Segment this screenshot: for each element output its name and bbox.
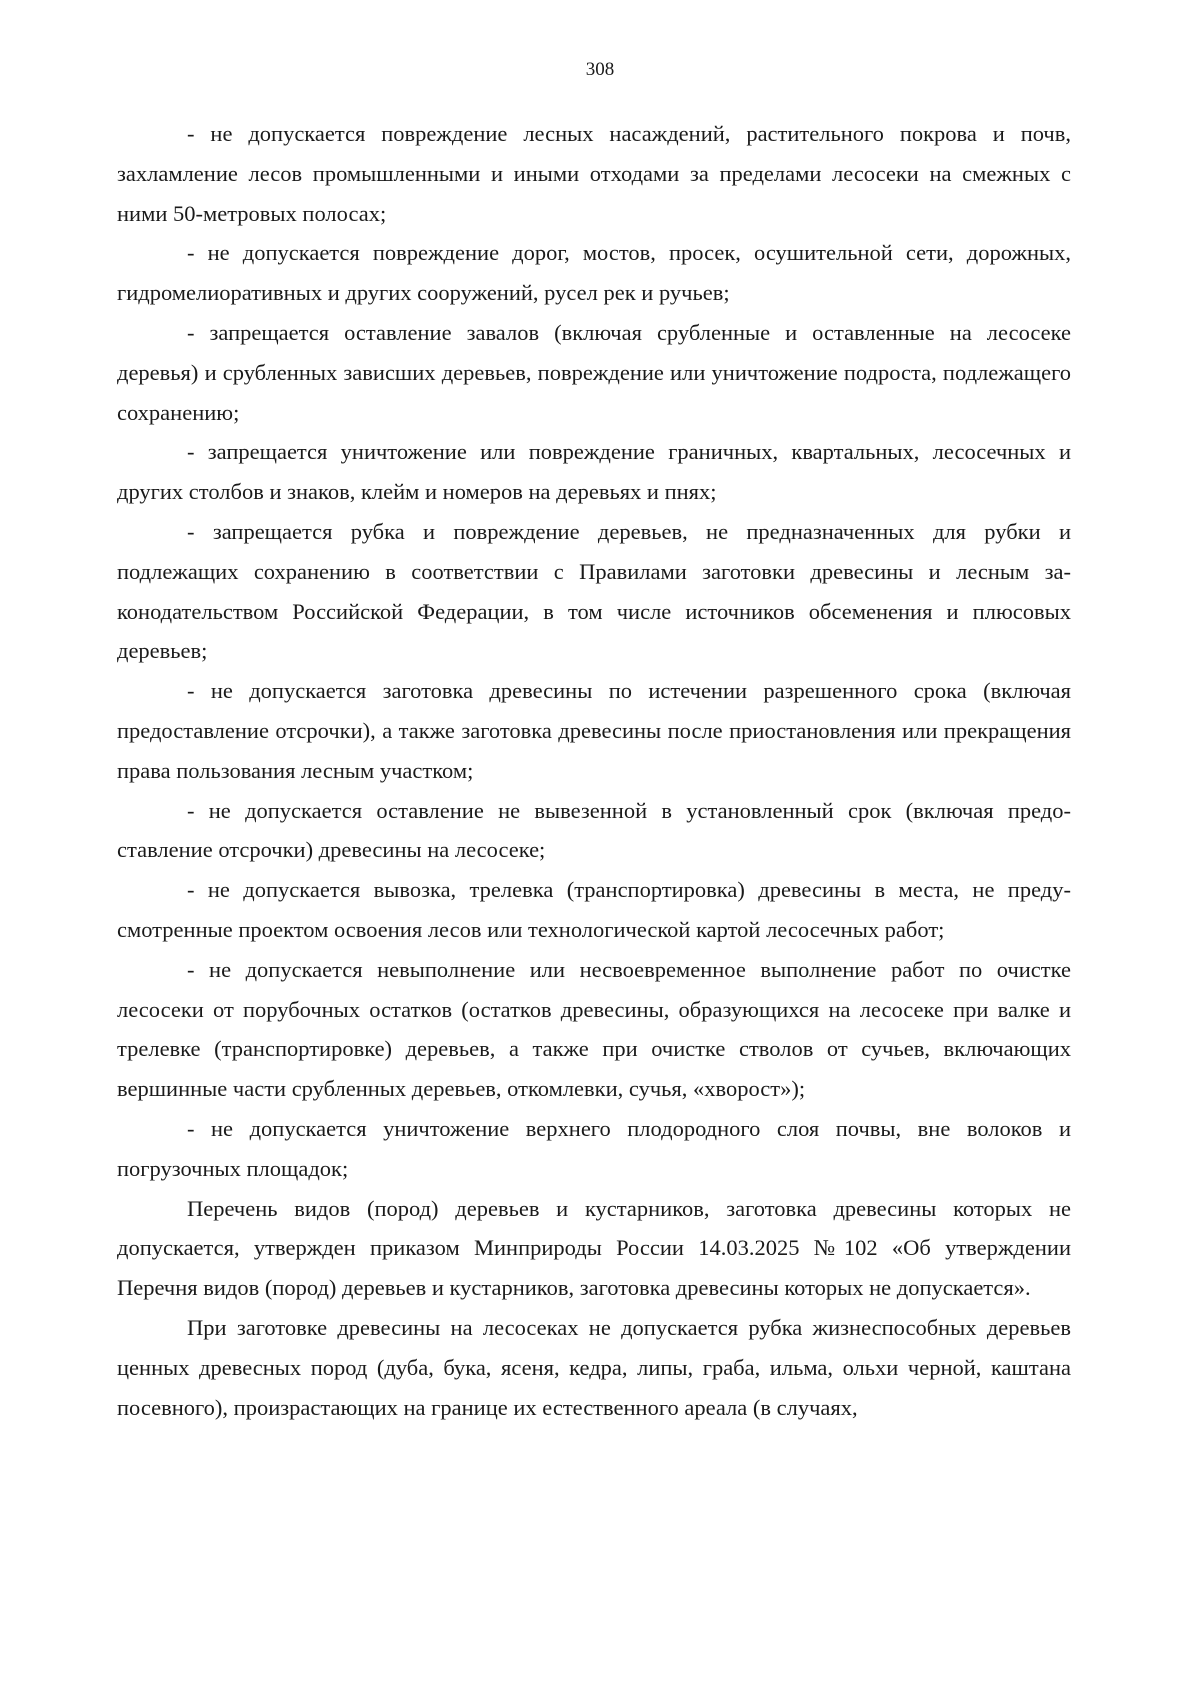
page-number: 308 (585, 59, 615, 80)
paragraph-list-item: - запрещается рубка и повреждение деревьев, не предназначенных для рубки и подлежащих сохранению в соответствии с Правилами заготовки древесины и лесным законодательством Российской Федерации, в том числе источников обсеменения и плюсовых деревьев; (117, 518, 1071, 664)
document-body (117, 114, 1071, 1427)
paragraph-list-item: - запрещается оставление завалов (включая срубленные и оставленные на лесосеке деревья) и срубленных зависших деревьев, повреждение или уничтожение подроста, подлежащего сохранению; (117, 319, 1071, 425)
paragraph-list-item: - не допускается невыполнение или несвоевременное выполнение работ по очистке лесосеки от порубочных остатков (остатков древесины, образующихся на лесосеке при валке и трелевке (транспортировке) деревьев, а также при очистке стволов от сучьев, включающих вершинные части срубленных деревьев, откомлевки, сучья, «хворост»); (117, 956, 1071, 1102)
paragraph-text: При заготовке древесины на лесосеках не допускается рубка жизнеспособных деревьев ценных древесных пород (дуба, бука, ясеня, кедра, липы, граба, ильма, ольхи черной, каштана посевного), произрастающих на границе их естественного ареала (в случаях, (117, 1314, 1071, 1420)
paragraph-list-item: - не допускается повреждение лесных насаждений, растительного покрова и почв, захламление лесов промышленными и иными отходами за пределами лесосеки на смежных с ними 50-метровых полосах; (117, 121, 1071, 226)
paragraph-text: Перечень видов (пород) деревьев и кустарников, заготовка древесины которых не допускается, утвержден приказом Минприроды России 14.03.2025 №102 «Об утверждении Перечня видов (пород) деревьев и кустарников, заготовка древесины которых не допускается». (117, 1195, 1071, 1301)
paragraph-list-item: - не допускается повреждение дорог, мостов, просек, осушительной сети, дорожных, гидромелиоративных и других сооружений, русел рек и ручьев; (117, 240, 1071, 306)
paragraph-list-item: - не допускается оставление не вывезенной в установленный срок (включая предоставление отсрочки) древесины на лесосеке; (117, 797, 1071, 863)
paragraph-list-item: - не допускается уничтожение верхнего плодородного слоя почвы, вне волоков и погрузочных площадок; (117, 1115, 1071, 1181)
paragraph-list-item: - запрещается уничтожение или повреждение граничных, квартальных, лесосечных и других столбов и знаков, клейм и номеров на деревьях и пнях; (117, 439, 1071, 505)
paragraph-list-item: - не допускается вывозка, трелевка (транспортировка) древесины в места, не предусмотренные проектом освоения лесов или технологической картой лесосечных работ; (117, 877, 1071, 942)
paragraph-list-item: - не допускается заготовка древесины по истечении разрешенного срока (включая предоставление отсрочки), а также заготовка древесины после приостановления или прекращения права пользования лесным участком; (117, 678, 1071, 783)
